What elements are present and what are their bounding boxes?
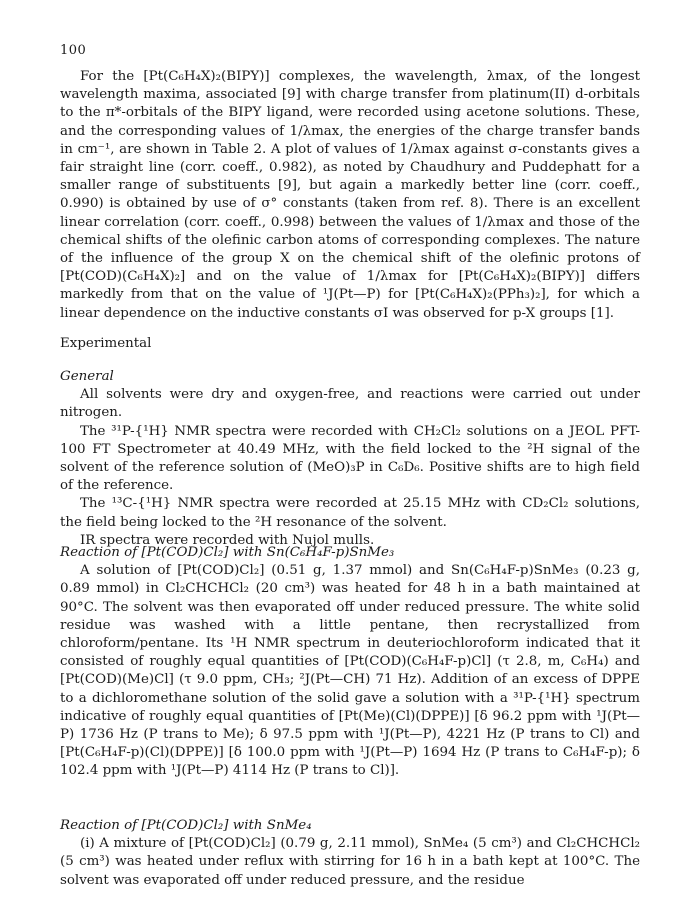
- discussion-paragraph: For the [Pt(C₆H₄X)₂(BIPY)] complexes, the wavelength, λmax, of the longest wavelength maxima, associated [9] with charge transfer from platinum(II) d-orbitals to the π*-orbitals of the BIPY ligand, were recorded using acetone solutions. These, and the corresponding values of 1/λmax, the energies of the charge transfer bands in cm⁻¹, are shown in Table 2. A plot of values of 1/λmax against σ-constants gives a fair straight line (corr. coeff., 0.982), as noted by Chaudhury and Puddephatt for a smaller range of substituents [9], but again a markedly better line (corr. coeff., 0.990) is obtained by use of σ° constants (taken from ref. 8). There is an excellent linear correlation (corr. coeff., 0.998) between the values of 1/λmax and those of the chemical shifts of the olefinic carbon atoms of corresponding complexes. The nature of the influence of the group X on the chemical shift of the olefinic protons of [Pt(COD)(C₆H₄X)₂] and on the value of 1/λmax for [Pt(C₆H₄X)₂(BIPY)] differs markedly from that on the value of ¹J(Pt—P) for [Pt(C₆H₄X)₂(PPh₃)₂], for which a linear dependence on the inductive constants σI was observed for p-X groups [1].: [60, 69, 640, 321]
- reaction-2-heading: Reaction of [Pt(COD)Cl₂] with SnMe₄: [60, 818, 312, 833]
- reaction-1-body: A solution of [Pt(COD)Cl₂] (0.51 g, 1.37 mmol) and Sn(C₆H₄F-p)SnMe₃ (0.23 g, 0.89 mmol) in Cl₂CHCHCl₂ (20 cm³) was heated for 48 h in a bath maintained at 90°C. The solvent was then evaporated off under reduced pressure. The white solid residue was washed with a little pentane, then recrystallized from chloroform/pentane. Its ¹H NMR spectrum in deuteriochloroform indicated that it consisted of roughly equal quantities of [Pt(COD)(C₆H₄F-p)Cl] (τ 2.8, m, C₆H₄) and [Pt(COD)(Me)Cl] (τ 9.0 ppm, CH₃; ²J(Pt—CH) 71 Hz). Addition of an excess of DPPE to a dichloromethane solution of the solid gave a solution with a ³¹P-{¹H} spectrum indicative of roughly equal quantities of [Pt(Me)(Cl)(DPPE)] [δ 96.2 ppm with ¹J(Pt—P) 1736 Hz (P trans to Me); δ 97.5 ppm with ¹J(Pt—P), 4221 Hz (P trans to Cl) and [Pt(C₆H₄F-p)(Cl)(DPPE)] [δ 100.0 ppm with ¹J(Pt—P) 1694 Hz (P trans to C₆H₄F-p); δ 102.4 ppm with ¹J(Pt—P) 4114 Hz (P trans to Cl)].: [60, 563, 640, 779]
- reaction-2-subsection: [60, 817, 640, 890]
- general-heading: General: [60, 369, 114, 384]
- general-subsection: [60, 368, 640, 550]
- reaction-1-subsection: [60, 544, 640, 781]
- reaction-1-heading: Reaction of [Pt(COD)Cl₂] with Sn(C₆H₄F-p)SnMe₃: [60, 545, 395, 560]
- reaction-2-body: (i) A mixture of [Pt(COD)Cl₂] (0.79 g, 2.11 mmol), SnMe₄ (5 cm³) and Cl₂CHCHCl₂ (5 cm³) was heated under reflux with stirring for 16 h in a bath kept at 100°C. The solvent was evaporated off under reduced pressure, and the residue: [60, 836, 640, 888]
- general-paragraph-p31-nmr: The ³¹P-{¹H} NMR spectra were recorded with CH₂Cl₂ solutions on a JEOL PFT-100 FT Spectrometer at 40.49 MHz, with the field locked to the ²H signal of the solvent of the reference solution of (MeO)₃P in C₆D₆. Positive shifts are to high field of the reference.: [60, 423, 640, 494]
- general-paragraph-ir: IR spectra were recorded with Nujol mulls.: [80, 532, 375, 548]
- general-paragraph-solvents: All solvents were dry and oxygen-free, and reactions were carried out under nitrogen.: [60, 387, 640, 421]
- results-paragraph-block: [60, 68, 640, 323]
- general-paragraph-c13-nmr: The ¹³C-{¹H} NMR spectra were recorded at 25.15 MHz with CD₂Cl₂ solutions, the field being locked to the ²H resonance of the solvent.: [60, 496, 640, 530]
- page-number: 100: [60, 43, 87, 58]
- experimental-section: [60, 335, 640, 353]
- experimental-heading: Experimental: [60, 336, 152, 351]
